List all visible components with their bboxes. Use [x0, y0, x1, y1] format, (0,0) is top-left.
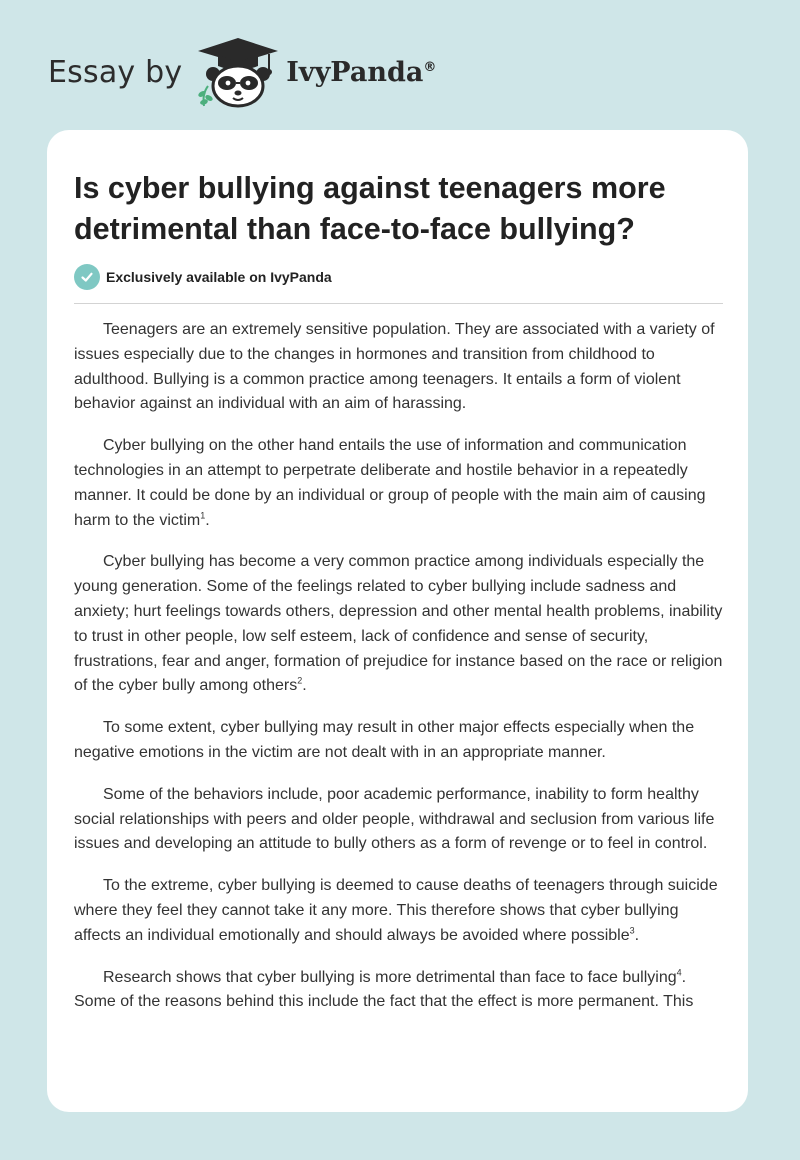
paragraph — [74, 550, 726, 699]
paragraph-tail: . — [205, 511, 210, 529]
footnote-ref[interactable]: 2 — [297, 676, 303, 687]
paragraph-text: To the extreme, cyber bullying is deemed to cause deaths of teenagers through suicide where they feel they cannot take it any more. This therefore shows that cyber bullying affects an individual emotionally and should always be avoided where possible — [74, 877, 718, 944]
panda-graduate-logo-icon[interactable] — [196, 36, 280, 108]
badge-label: Exclusively available on IvyPanda — [106, 269, 332, 285]
paragraph-tail: . — [302, 677, 307, 695]
paragraph — [74, 434, 726, 533]
paragraph-text: Cyber bullying on the other hand entails the use of information and communication technologies in an attempt to perpetrate deliberate and hostile behavior in a repeatedly manner. It could be done by an individual or group of people with the main aim of causing harm to the victim — [74, 437, 706, 529]
footnote-ref[interactable]: 1 — [200, 510, 206, 521]
footnote-ref[interactable]: 4 — [676, 967, 682, 978]
paragraph-text: Teenagers are an extremely sensitive population. They are associated with a variety of issues especially due to the changes in hormones and transition from childhood to adulthood. Bullying is a common practice among teenagers. It entails a form of violent behavior against an individual with an aim of harassing. — [74, 321, 715, 413]
essay-body — [74, 318, 726, 1032]
brand-name[interactable] — [286, 57, 436, 88]
paragraph-tail: . Some of the reasons behind this include the fact that the effect is more permanent. This — [74, 968, 694, 1011]
paragraph — [74, 874, 726, 948]
paragraph-tail: . — [634, 926, 640, 944]
paragraph-text: Research shows that cyber bullying is more detrimental than face to face bullying — [103, 968, 677, 986]
paragraph — [74, 966, 726, 1016]
paragraph — [74, 318, 726, 417]
footnote-ref[interactable]: 3 — [629, 925, 635, 936]
check-circle-icon — [74, 264, 100, 290]
brand-prefix: Essay by — [48, 54, 183, 90]
page-title: Is cyber bullying against teenagers more detrimental than face-to-face bullying? — [74, 171, 666, 246]
paragraph-text: To some extent, cyber bullying may result in other major effects especially when the negative emotions in the victim are not dealt with in an appropriate manner. — [74, 719, 695, 761]
brand-name-text: IvyPanda — [286, 56, 424, 88]
divider — [74, 303, 723, 304]
paragraph — [74, 716, 726, 766]
essay-card — [47, 130, 748, 1112]
paragraph — [74, 783, 726, 857]
paragraph-text: Cyber bullying has become a very common practice among individuals especially the young generation. Some of the feelings related to cyber bullying include sadness and anxiety; hurt feelings towards others, depression and other mental health problems, inability to trust in other people, low self esteem, lack of confidence and sense of security, frustrations, fear and anger, formation of prejudice for instance based on the race or religion of the cyber bully among others — [74, 553, 723, 695]
registered-mark: ® — [423, 59, 437, 75]
paragraph-text: Some of the behaviors include, poor academic performance, inability to form healthy social relationships with peers and older people, withdrawal and seclusion from various life issues and developing an attitude to bully others as a form of revenge or to feel in control. — [74, 785, 715, 853]
site-header — [48, 36, 508, 108]
exclusive-badge — [74, 264, 332, 290]
